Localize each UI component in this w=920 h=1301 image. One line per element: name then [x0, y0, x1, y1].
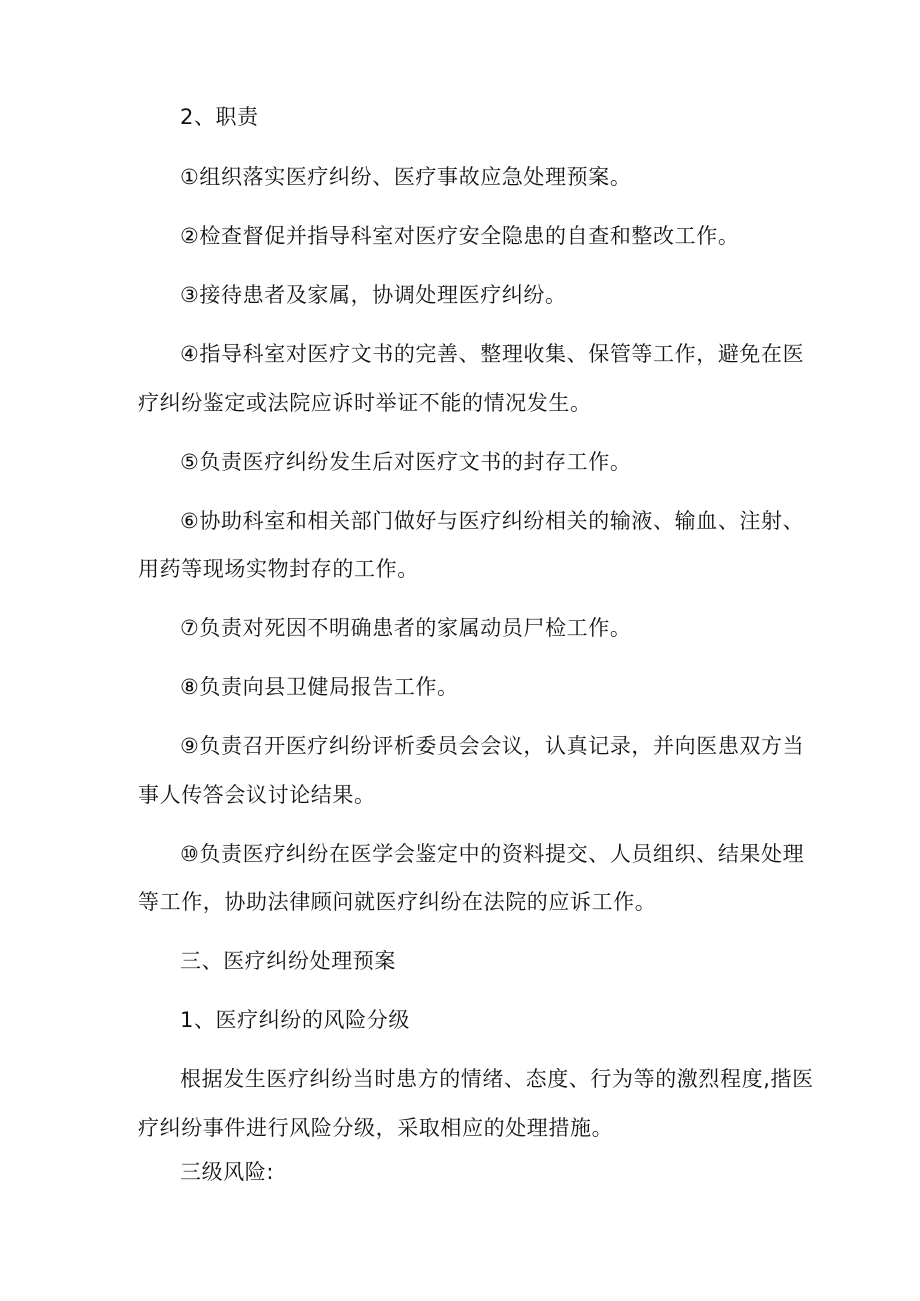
duty-item-7: ⑦负责对死因不明确患者的家属动员尸检工作。 [180, 616, 632, 640]
subheading-risk-grading: 1、医疗纠纷的风险分级 [180, 1008, 410, 1032]
duty-item-5: ⑤负责医疗纠纷发生后对医疗文书的封存工作。 [180, 450, 632, 474]
duty-item-10-cont: 等工作，协助法律顾问就医疗纠纷在法院的应诉工作。 [138, 890, 657, 914]
duty-item-9: ⑨负责召开医疗纠纷评析委员会会议，认真记录，并向医患双方当 [180, 734, 805, 758]
duty-item-4-cont: 疗纠纷鉴定或法院应诉时举证不能的情况发生。 [138, 391, 592, 415]
duty-item-2: ②检查督促并指导科室对医疗安全隐患的自查和整改工作。 [180, 224, 740, 248]
duty-item-9-cont: 事人传答会议讨论结果。 [138, 783, 376, 807]
section-heading-plan: 三、医疗纠纷处理预案 [180, 949, 396, 973]
duty-item-8: ⑧负责向县卫健局报告工作。 [180, 675, 459, 699]
duty-item-3: ③接待患者及家属，协调处理医疗纠纷。 [180, 283, 567, 307]
duty-item-6-cont: 用药等现场实物封存的工作。 [138, 557, 419, 581]
duty-item-1: ①组织落实医疗纠纷、医疗事故应急处理预案。 [180, 165, 632, 189]
duty-item-10: ⑩负责医疗纠纷在医学会鉴定中的资料提交、人员组织、结果处理 [180, 842, 805, 866]
level-three-risk-label: 三级风险: [180, 1160, 275, 1184]
duty-item-6: ⑥协助科室和相关部门做好与医疗纠纷相关的输液、输血、注射、 [180, 509, 805, 533]
heading-responsibilities: 2、职责 [180, 105, 259, 129]
duty-item-4: ④指导科室对医疗文书的完善、整理收集、保管等工作，避免在医 [180, 342, 805, 366]
paragraph-risk-grading: 根据发生医疗纠纷当时患方的情绪、态度、行为等的激烈程度,揩医 [180, 1067, 814, 1091]
paragraph-risk-grading-cont: 疗纠纷事件进行风险分级，采取相应的处理措施。 [138, 1116, 614, 1140]
